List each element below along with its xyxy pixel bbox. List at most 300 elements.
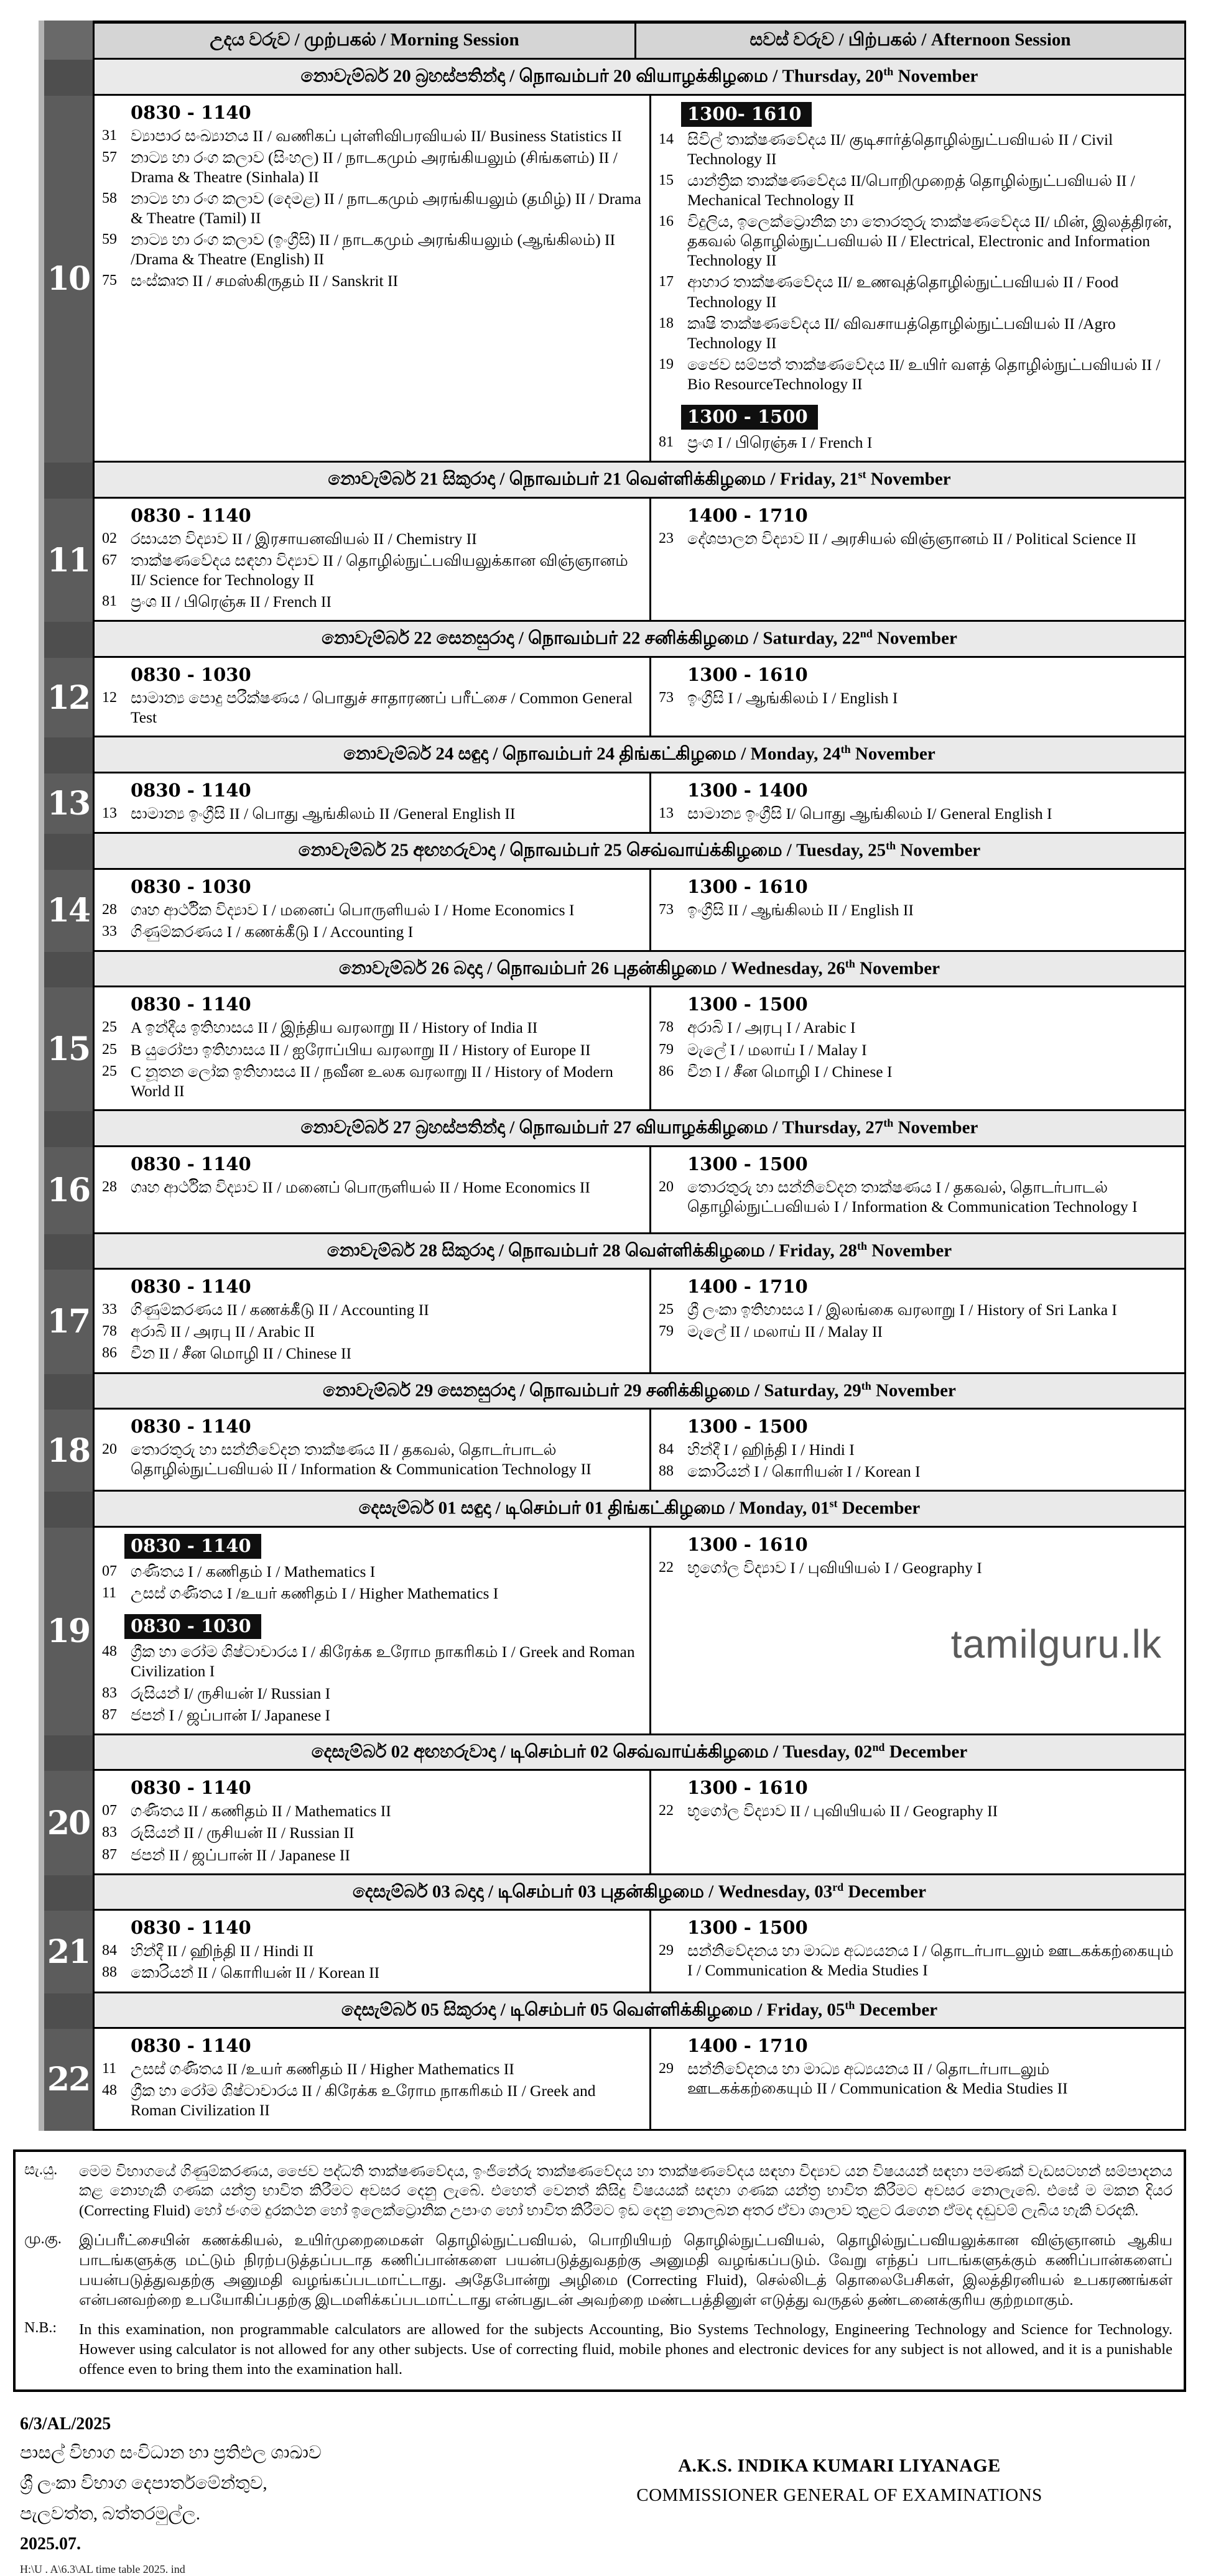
date-text: නොවැම්බර් 25 අඟහරුවාදා / நொவம்பர் 25 செவ்வாய்க்கிழமை / Tuesday, 25: [298, 840, 886, 861]
date-row-side: [44, 1374, 93, 1410]
time-slot: 0830 - 1030: [131, 875, 251, 897]
subject-code: 73: [659, 689, 674, 706]
day-number: 11: [44, 499, 93, 622]
date-row-day-17: [44, 1234, 1186, 1270]
date-ordinal: th: [886, 839, 896, 852]
subject-code: 59: [102, 231, 117, 248]
subject-title: චීන I / சீன மொழி I / Chinese I: [687, 1062, 893, 1081]
time-block: [659, 1276, 1177, 1341]
subject-entry: [659, 1178, 1177, 1216]
afternoon-cell: [651, 499, 1186, 622]
date-header: [93, 1492, 1186, 1528]
timetable: [39, 21, 1186, 2131]
date-ordinal: th: [883, 1116, 894, 1129]
subject-entry: [102, 1178, 642, 1197]
subject-code: 73: [659, 901, 674, 918]
time-slot: 0830 - 1140: [131, 994, 251, 1015]
subject-title: ගණිතය I / கணிதம் I / Mathematics I: [131, 1563, 376, 1581]
subject-title: හින්දී I / ஹிந்தி I / Hindi I: [687, 1441, 855, 1459]
subject-code: 84: [102, 1942, 117, 1959]
time-block: [102, 1613, 642, 1724]
afternoon-cell: [651, 1911, 1186, 1993]
subject-title: C නූතන ලෝක ඉතිහාසය II / நவீன உலக வரலாறு II / History of Modern World II: [131, 1062, 613, 1100]
subject-entry: [659, 900, 1177, 920]
subject-code: 25: [102, 1019, 117, 1036]
subject-title: තාක්ෂණවේදය සඳහා විද්‍යාව II / தொழில்நுட்பவியலுக்கான விஞ்ஞானம் II/ Science for Technology II: [131, 551, 628, 589]
subject-entry: [102, 1941, 642, 1960]
issue-date: 2025.07.: [20, 2534, 81, 2554]
day-number: 14: [44, 870, 93, 952]
day-row-15: [44, 987, 1186, 1110]
subject-title: භූගෝල විද්‍යාව II / புவியியல் II / Geography II: [687, 1802, 998, 1821]
subject-title: ශ්‍රී ලංකා ඉතිහාසය I / இலங்கை வரலாறு I / History of Sri Lanka I: [687, 1301, 1117, 1319]
subject-entry: [102, 1801, 642, 1821]
day-number: 19: [44, 1528, 93, 1735]
subject-entry: [102, 1040, 642, 1059]
reference-number: 6/3/AL/2025: [20, 2414, 111, 2434]
date-ordinal: nd: [860, 627, 873, 640]
subject-code: 22: [659, 1559, 674, 1576]
subject-code: 31: [102, 127, 117, 144]
date-header: [93, 834, 1186, 870]
subject-code: 86: [659, 1063, 674, 1079]
time-slot: 1300 - 1610: [687, 1534, 808, 1556]
date-row-day-14: [44, 834, 1186, 870]
time-block: [102, 1917, 642, 1982]
subject-title: උසස් ගණිතය I /உயர் கணிதம் I / Higher Mathematics I: [131, 1584, 499, 1603]
date-header: [93, 952, 1186, 988]
morning-cell: [93, 1528, 651, 1735]
time-slot: 0830 - 1140: [131, 1917, 251, 1939]
date-row-side: [44, 1111, 93, 1147]
time-block: [102, 1777, 642, 1864]
subject-code: 17: [659, 274, 674, 290]
subject-code: 28: [102, 901, 117, 918]
time-block: [102, 664, 642, 727]
date-row-side: [44, 1234, 93, 1270]
morning-cell: [93, 1911, 651, 1993]
morning-cell: [93, 1410, 651, 1492]
subject-title: යාන්ත්‍රික තාක්ෂණවේදය II/பொறிமுறைத் தொழில்நுட்பவியல் II / Mechanical Technology II: [687, 171, 1135, 209]
date-text-tail: November: [866, 469, 951, 489]
file-path: H:\U . A\6.3\AL time table 2025. ind: [20, 2563, 185, 2575]
date-ordinal: rd: [832, 1880, 844, 1893]
subject-code: 18: [659, 315, 674, 331]
subject-title: රුසියන් I/ ருசியன் I/ Russian I: [131, 1684, 331, 1702]
subject-entry: [102, 126, 642, 145]
subject-entry: [102, 1706, 642, 1725]
time-block: [659, 2035, 1177, 2098]
subject-entry: [102, 148, 642, 187]
date-header: [93, 737, 1186, 773]
subject-code: 79: [659, 1041, 674, 1058]
subject-code: 58: [102, 190, 117, 206]
date-row-side: [44, 463, 93, 499]
time-slot: 1400 - 1710: [687, 1276, 808, 1298]
subject-entry: [659, 1322, 1177, 1341]
date-text: නොවැම්බර් 27 බ්‍රහස්පතින්දා / நொவம்பர் 27 வியாழக்கிழமை / Thursday, 27: [300, 1117, 884, 1138]
time-block: [102, 876, 642, 941]
subject-code: 19: [659, 356, 674, 372]
time-slot: 1300 - 1500: [687, 1416, 808, 1438]
subject-code: 75: [102, 272, 117, 289]
subject-title: කොරියන් II / கொரியன் II / Korean II: [131, 1964, 380, 1982]
date-header: [93, 1111, 1186, 1147]
date-row-day-10: [44, 60, 1186, 96]
day-number: 20: [44, 1771, 93, 1875]
subject-entry: [102, 1584, 642, 1603]
footer: [20, 2414, 1186, 2576]
time-slot: 1300 - 1500: [687, 1917, 808, 1939]
time-slot: 1300 - 1500: [687, 1153, 808, 1175]
date-text: නොවැම්බර් 24 සඳුදා / நொவம்பர் 24 திங்கட்கிழமை / Monday, 24: [343, 744, 841, 764]
note-label: සැ.යු.: [24, 2161, 58, 2178]
subject-entry: [659, 1941, 1177, 1980]
day-row-11: [44, 499, 1186, 622]
date-row-side: [44, 952, 93, 988]
subject-title: තොරතුරු හා සන්නිවේදන තාක්ෂණය I / தகவல், தொடர்பாடல் தொழில்நுட்பவியல் I / Information & Communication Technology I: [687, 1178, 1138, 1216]
subject-entry: [659, 433, 1177, 452]
day-row-20: [44, 1771, 1186, 1875]
afternoon-cell: [651, 1410, 1186, 1492]
subject-entry: [659, 688, 1177, 708]
subject-code: 83: [102, 1824, 117, 1841]
afternoon-cell: [651, 1147, 1186, 1234]
subject-code: 78: [659, 1019, 674, 1036]
morning-cell: [93, 773, 651, 834]
subject-title: ජපන් II / ஜப்பான் II / Japanese II: [131, 1845, 350, 1864]
subject-entry: [102, 900, 642, 920]
time-slot: 0830 - 1140: [131, 1153, 251, 1175]
note-text: இப்பரீட்சையின் கணக்கியல், உயிர்முறைமைகள் தொழில்நுட்பவியல், பொறியியற் தொழில்நுட்பவியல், தொழில்நுட்பவியலுக்கான விஞ்ஞானம் ஆகிய பாடங்களுக்கு மட்டும் நிரற்படுத்தப்படாத கணிப்பான்களை பயன்படுத்துவதற்கு அனுமதி வழங்கப்படும். வேறு எந்தப் பாடங்களுக்கும் கணிப்பான்களைப் பயன்படுத்துவதற்கு அனுமதி வழங்கப்படமாட்டாது. அதேபோன்று அழிமை (Correcting Fluid), செல்லிடத் தொலைபேசிகள், இலத்திரனியல் உபகரணங்கள் என்பனவற்றை உபயோகிப்பதற்கு இடமளிக்கப்படமாட்டாது என்பதுடன் அவற்றை மண்டபத்தினுள் எடுத்து வருதல் தண்டனைக்குரிய குற்றமாகும்.: [79, 2232, 1172, 2309]
day-number: 10: [44, 96, 93, 463]
subject-code: 79: [659, 1323, 674, 1340]
dept-line-1: පාසල් විභාග සංවිධාන හා ප්‍රතිඵල ශාඛාව: [20, 2443, 322, 2463]
day-number: 18: [44, 1410, 93, 1492]
date-row-day-20: [44, 1735, 1186, 1771]
date-row-side: [44, 1875, 93, 1911]
subject-title: උසස් ගණිතය II /உயர் கணிதம் II / Higher Mathematics II: [131, 2060, 514, 2079]
date-text: දෙසැම්බර් 03 බදාදා / டிசெம்பர் 03 புதன்கிழமை / Wednesday, 03: [352, 1881, 833, 1902]
subject-entry: [659, 212, 1177, 270]
date-text-tail: November: [893, 1117, 978, 1138]
time-block: [659, 994, 1177, 1081]
date-text-tail: November: [850, 744, 935, 764]
subject-entry: [659, 529, 1177, 548]
subject-code: 28: [102, 1178, 117, 1195]
subject-title: සිවිල් තාක්ෂණවේදය II/ குடிசார்த்தொழில்நுட்பவியல் II / Civil Technology II: [687, 130, 1113, 168]
note-label: மு.கு.: [24, 2231, 62, 2248]
time-slot: 0830 - 1140: [131, 779, 251, 801]
dept-line-3: පැලවත්ත, බත්තරමුල්ල.: [20, 2504, 201, 2524]
subject-entry: [102, 551, 642, 589]
time-slot: 1300 - 1610: [687, 1777, 808, 1799]
subject-code: 78: [102, 1323, 117, 1340]
subject-code: 22: [659, 1803, 674, 1819]
day-row-19: [44, 1528, 1186, 1735]
subject-entry: [102, 1963, 642, 1982]
subject-code: 07: [102, 1803, 117, 1819]
date-row-side: [44, 1492, 93, 1528]
date-text: නොවැම්බර් 26 බදාදා / நொவம்பர் 26 புதன்கிழமை / Wednesday, 26: [339, 958, 845, 979]
day-number: 16: [44, 1147, 93, 1234]
time-slot: 0830 - 1140: [131, 2035, 251, 2057]
subject-entry: [102, 1684, 642, 1703]
dept-line-2: ශ්‍රී ලංකා විභාග දෙපාර්තමේන්තුව,: [20, 2473, 267, 2493]
subject-entry: [102, 1322, 642, 1341]
date-row-day-19: [44, 1492, 1186, 1528]
date-row-side: [44, 1735, 93, 1771]
signatory-title: COMMISSIONER GENERAL OF EXAMINATIONS: [636, 2485, 1042, 2505]
time-block: [659, 1534, 1177, 1577]
subject-code: 07: [102, 1563, 117, 1580]
subject-entry: [102, 804, 642, 823]
time-block: [102, 1276, 642, 1363]
time-block: [659, 1416, 1177, 1481]
afternoon-session-header: සවස් වරුව / பிற்பகல் / Afternoon Session: [636, 21, 1186, 60]
time-block: [659, 1153, 1177, 1216]
subject-code: 02: [102, 530, 117, 547]
date-header: [93, 622, 1186, 658]
time-slot: 0830 - 1030: [131, 663, 251, 685]
morning-cell: [93, 658, 651, 737]
date-row-day-15: [44, 952, 1186, 988]
subject-entry: [659, 272, 1177, 311]
date-text-tail: November: [871, 1380, 956, 1401]
subject-title: ජෛව සම්පත් තාක්ෂණවේදය II/ உயிர் வளத் தொழில்நுட்பவியல் II / Bio ResourceTechnology II: [687, 355, 1161, 393]
date-row-day-13: [44, 737, 1186, 773]
subject-entry: [659, 1801, 1177, 1821]
subject-entry: [659, 355, 1177, 394]
subject-code: 84: [659, 1441, 674, 1458]
date-text-tail: December: [843, 1881, 927, 1902]
subject-entry: [102, 1823, 642, 1842]
time-slot: 0830 - 1140: [131, 1416, 251, 1438]
subject-entry: [659, 804, 1177, 823]
subject-entry: [102, 592, 642, 611]
time-block: [102, 1416, 642, 1479]
date-ordinal: th: [857, 1239, 868, 1252]
subject-title: ප්‍රංශ II / பிரெஞ்சு II / French II: [131, 593, 332, 611]
subject-entry: [659, 130, 1177, 169]
subject-title: සාමාන්‍ය ඉංග්‍රීසි I/ பொது ஆங்கிலம் I/ General English I: [687, 804, 1052, 823]
subject-code: 29: [659, 1942, 674, 1959]
day-row-13: [44, 773, 1186, 834]
subject-title: ග්‍රීක හා රෝම ශිෂ්ටාචාරය I / கிரேக்க உரோம நாகரிகம் I / Greek and Roman Civilization I: [131, 1643, 635, 1681]
date-ordinal: th: [883, 65, 894, 78]
morning-cell: [93, 1771, 651, 1875]
afternoon-cell: [651, 987, 1186, 1110]
subject-code: 14: [659, 131, 674, 147]
time-slot: 0830 - 1140: [124, 1534, 261, 1559]
subject-entry: [659, 1040, 1177, 1059]
note-text: මෙම විභාගයේ ගිණුම්කරණය, ජෛව පද්ධති තාක්ෂණවේදය, ඉංජිනේරු තාක්ෂණවේදය හා තාක්ෂණවේදය සඳහා විද්‍යාව යන විෂයයන් සඳහා පමණක් වැඩසටහන් සම්පාදනය කළ නොහැකි ගණක යන්ත්‍ර භාවිත කිරීමට අවසර දෙනු ලැබේ. එහෙත් වෙනත් කිසිදු විෂයයක් සඳහා ගණක යන්ත්‍ර භාවිත කිරීමට අවසර නොලැබේ. එසේ ම මකන දියර (Correcting Fluid) හෝ ජංගම දුරකථන හෝ ඉලෙක්ට්‍රොනික උපාංග හෝ භාවිත කිරීමට ඉඩ දෙනු නොලබන අතර ඒවා ශාලාව තුළට රැගෙන ඒමද දඬුවම් ලැබිය හැකි වරදකි.: [79, 2163, 1172, 2220]
subject-entry: [102, 1062, 642, 1101]
subject-title: දේශපාලන විද්‍යාව II / அரசியல் விஞ்ஞானம் II / Political Science II: [687, 529, 1136, 548]
day-row-22: [44, 2029, 1186, 2130]
date-text-tail: November: [896, 840, 981, 861]
subject-entry: [659, 1300, 1177, 1319]
subject-code: 88: [659, 1463, 674, 1480]
subject-title: නාට්‍ය හා රංග කලාව (ඉංග්‍රීසි) II / நாடகமும் அரங்கியலும் (ஆங்கிலம்) II /Drama & Theatre (English) II: [131, 231, 616, 269]
time-block: [102, 505, 642, 611]
subject-title: අරාබි II / அரபு II / Arabic II: [131, 1323, 315, 1341]
subject-code: 15: [659, 172, 674, 188]
subject-entry: [659, 1062, 1177, 1081]
subject-entry: [102, 529, 642, 548]
date-text-tail: December: [837, 1498, 921, 1519]
subject-entry: [659, 1018, 1177, 1037]
afternoon-cell: [651, 773, 1186, 834]
date-row-day-21: [44, 1875, 1186, 1911]
footer-left: [20, 2414, 493, 2576]
day-row-17: [44, 1270, 1186, 1373]
time-slot: 1300- 1610: [681, 102, 812, 127]
subject-code: 16: [659, 213, 674, 230]
day-row-10: [44, 96, 1186, 463]
date-row-side: [44, 60, 93, 96]
session-header-row: [44, 21, 1186, 60]
subject-title: තොරතුරු හා සන්නිවේදන තාක්ෂණය II / தகவல், தொடர்பாடல் தொழில்நுட்பவியல் II / Information & Communication Technology II: [131, 1441, 592, 1479]
day-row-21: [44, 1911, 1186, 1993]
afternoon-cell: [651, 870, 1186, 952]
subject-code: 29: [659, 2061, 674, 2077]
subject-code: 57: [102, 149, 117, 165]
subject-code: 11: [102, 1585, 117, 1602]
time-block: [102, 102, 642, 291]
subject-title: චීන II / சீன மொழி II / Chinese II: [131, 1344, 351, 1363]
subject-code: 87: [102, 1706, 117, 1723]
time-block: [659, 664, 1177, 708]
date-text: නොවැම්බර් 28 සිකුරාදා / நொவம்பர் 28 வெள்ளிக்கிழமை / Friday, 28: [327, 1240, 858, 1261]
subject-code: 25: [102, 1041, 117, 1058]
day-row-18: [44, 1410, 1186, 1492]
subject-title: ජපන් I / ஜப்பான் I/ Japanese I: [131, 1706, 331, 1724]
time-slot: 1300 - 1500: [687, 994, 808, 1015]
subject-title: ගිණුම්කරණය I / கணக்கீடு I / Accounting I: [131, 922, 414, 941]
afternoon-cell: [651, 1270, 1186, 1373]
subject-code: 20: [659, 1178, 674, 1195]
subject-entry: [102, 271, 642, 290]
date-header: [93, 1875, 1186, 1911]
subject-entry: [102, 189, 642, 228]
subject-code: 83: [102, 1684, 117, 1701]
date-ordinal: st: [858, 468, 866, 481]
day-number: 17: [44, 1270, 93, 1373]
date-text: දෙසැම්බර් 01 සඳුදා / டிசெம்பர் 01 திங்கட்கிழமை / Monday, 01: [358, 1498, 830, 1519]
time-block: [659, 505, 1177, 548]
subject-entry: [102, 1845, 642, 1865]
note-sinhala: [24, 2162, 1172, 2222]
signatory-name: A.K.S. INDIKA KUMARI LIYANAGE: [678, 2455, 1001, 2476]
subject-entry: [102, 1300, 642, 1319]
subject-title: නාට්‍ය හා රංග කලාව (සිංහල) II / நாடகமும் அரங்கியலும் (சிங்களம்) II / Drama & Theatre (Sinhala) II: [131, 148, 618, 186]
afternoon-cell: [651, 658, 1186, 737]
date-row-side: [44, 834, 93, 870]
days-container: [44, 60, 1186, 2131]
subject-code: 12: [102, 689, 117, 706]
corner-cell: [44, 21, 93, 60]
subject-entry: [102, 1018, 642, 1037]
subject-title: නාට්‍ය හා රංග කලාව (දෙමළ) II / நாடகமும் அரங்கியலும் (தமிழ்) II / Drama & Theatre (Tamil) II: [131, 189, 641, 228]
date-text: දෙසැම්බර් 05 සිකුරාදා / டிசெம்பர் 05 வெள்ளிக்கிழமை / Friday, 05: [341, 2000, 845, 2020]
date-text: නොවැම්බර් 29 සෙනසුරාදා / நொவம்பர் 29 சனிக்கிழமை / Saturday, 29: [323, 1380, 861, 1401]
day-number: 15: [44, 987, 93, 1110]
time-slot: 1300 - 1610: [687, 663, 808, 685]
note-english: [24, 2320, 1172, 2380]
subject-code: 48: [102, 2082, 117, 2099]
subject-code: 25: [102, 1063, 117, 1079]
subject-entry: [659, 314, 1177, 353]
date-header: [93, 1374, 1186, 1410]
subject-title: ව්‍යාපාර සංඛ්‍යානය II / வணிகப் புள்ளிவிபரவியல் II/ Business Statistics II: [131, 126, 622, 145]
day-row-14: [44, 870, 1186, 952]
subject-code: 33: [102, 923, 117, 939]
subject-code: 13: [659, 805, 674, 821]
subject-title: රුසියන් II / ருசியன் II / Russian II: [131, 1824, 355, 1842]
subject-title: ඉංග්‍රීසි II / ஆங்கிலம் II / English II: [687, 900, 914, 919]
time-slot: 0830 - 1140: [131, 1777, 251, 1799]
time-slot: 1300 - 1610: [687, 875, 808, 897]
date-ordinal: th: [845, 1998, 855, 2011]
time-slot: 1300 - 1500: [681, 405, 818, 430]
subject-entry: [659, 2059, 1177, 2098]
date-text-tail: November: [893, 66, 978, 86]
morning-cell: [93, 1147, 651, 1234]
day-row-12: [44, 658, 1186, 737]
date-header: [93, 463, 1186, 499]
morning-cell: [93, 987, 651, 1110]
date-row-side: [44, 1993, 93, 2029]
subject-title: හින්දී II / ஹிந்தி II / Hindi II: [131, 1942, 314, 1960]
subject-entry: [102, 1562, 642, 1581]
date-header: [93, 1993, 1186, 2029]
subject-title: ගෘහ ආර්ථික විද්‍යාව II / மனைப் பொருளியல் II / Home Economics II: [131, 1178, 590, 1196]
signature-block: [493, 2414, 1186, 2576]
afternoon-cell: [651, 1771, 1186, 1875]
subject-code: 11: [102, 2061, 117, 2077]
date-row-side: [44, 622, 93, 658]
date-text-tail: November: [867, 1240, 952, 1261]
subject-title: ග්‍රීක හා රෝම ශිෂ්ටාචාරය II / கிரேக்க உரோம நாகரிகம் II / Greek and Roman Civilization II: [131, 2082, 596, 2120]
subject-code: 86: [102, 1345, 117, 1362]
subject-title: කෘෂි තාක්ෂණවේදය II/ விவசாயத்தொழில்நுட்பவியல் II /Agro Technology II: [687, 314, 1116, 352]
subject-code: 33: [102, 1301, 117, 1318]
subject-title: සාමාන්‍ය ඉංග්‍රීසි II / பொது ஆங்கிலம் II /General English II: [131, 804, 516, 823]
subject-entry: [102, 1642, 642, 1681]
time-block: [102, 994, 642, 1100]
time-slot: 1400 - 1710: [687, 504, 808, 526]
subject-entry: [659, 171, 1177, 210]
day-row-16: [44, 1147, 1186, 1234]
date-text: නොවැම්බර් 20 බ්‍රහස්පතින්දා / நொவம்பர் 20 வியாழக்கிழமை / Thursday, 20: [300, 66, 884, 86]
subject-title: රසායන විද්‍යාව II / இரசாயனவியல் II / Chemistry II: [131, 529, 477, 548]
time-slot: 0830 - 1140: [131, 504, 251, 526]
time-slot: 1400 - 1710: [687, 2035, 808, 2057]
subject-entry: [102, 2059, 642, 2079]
date-text-tail: November: [872, 628, 957, 649]
date-ordinal: th: [840, 743, 851, 756]
time-block: [659, 780, 1177, 823]
subject-title: ගිණුම්කරණය II / கணக்கீடு II / Accounting II: [131, 1301, 429, 1319]
subject-code: 13: [102, 805, 117, 821]
subject-title: සන්නිවේදනය හා මාධ්‍ය අධ්‍යයනය II / தொடர்பாடலும் ஊடகக்கற்கையும் II / Communication & Media Studies II: [687, 2060, 1068, 2098]
subject-entry: [102, 2081, 642, 2120]
subject-code: 23: [659, 530, 674, 547]
morning-cell: [93, 96, 651, 463]
time-block: [102, 1533, 642, 1603]
subject-title: සංස්කෘත II / சமஸ்கிருதம் II / Sanskrit II: [131, 272, 398, 290]
